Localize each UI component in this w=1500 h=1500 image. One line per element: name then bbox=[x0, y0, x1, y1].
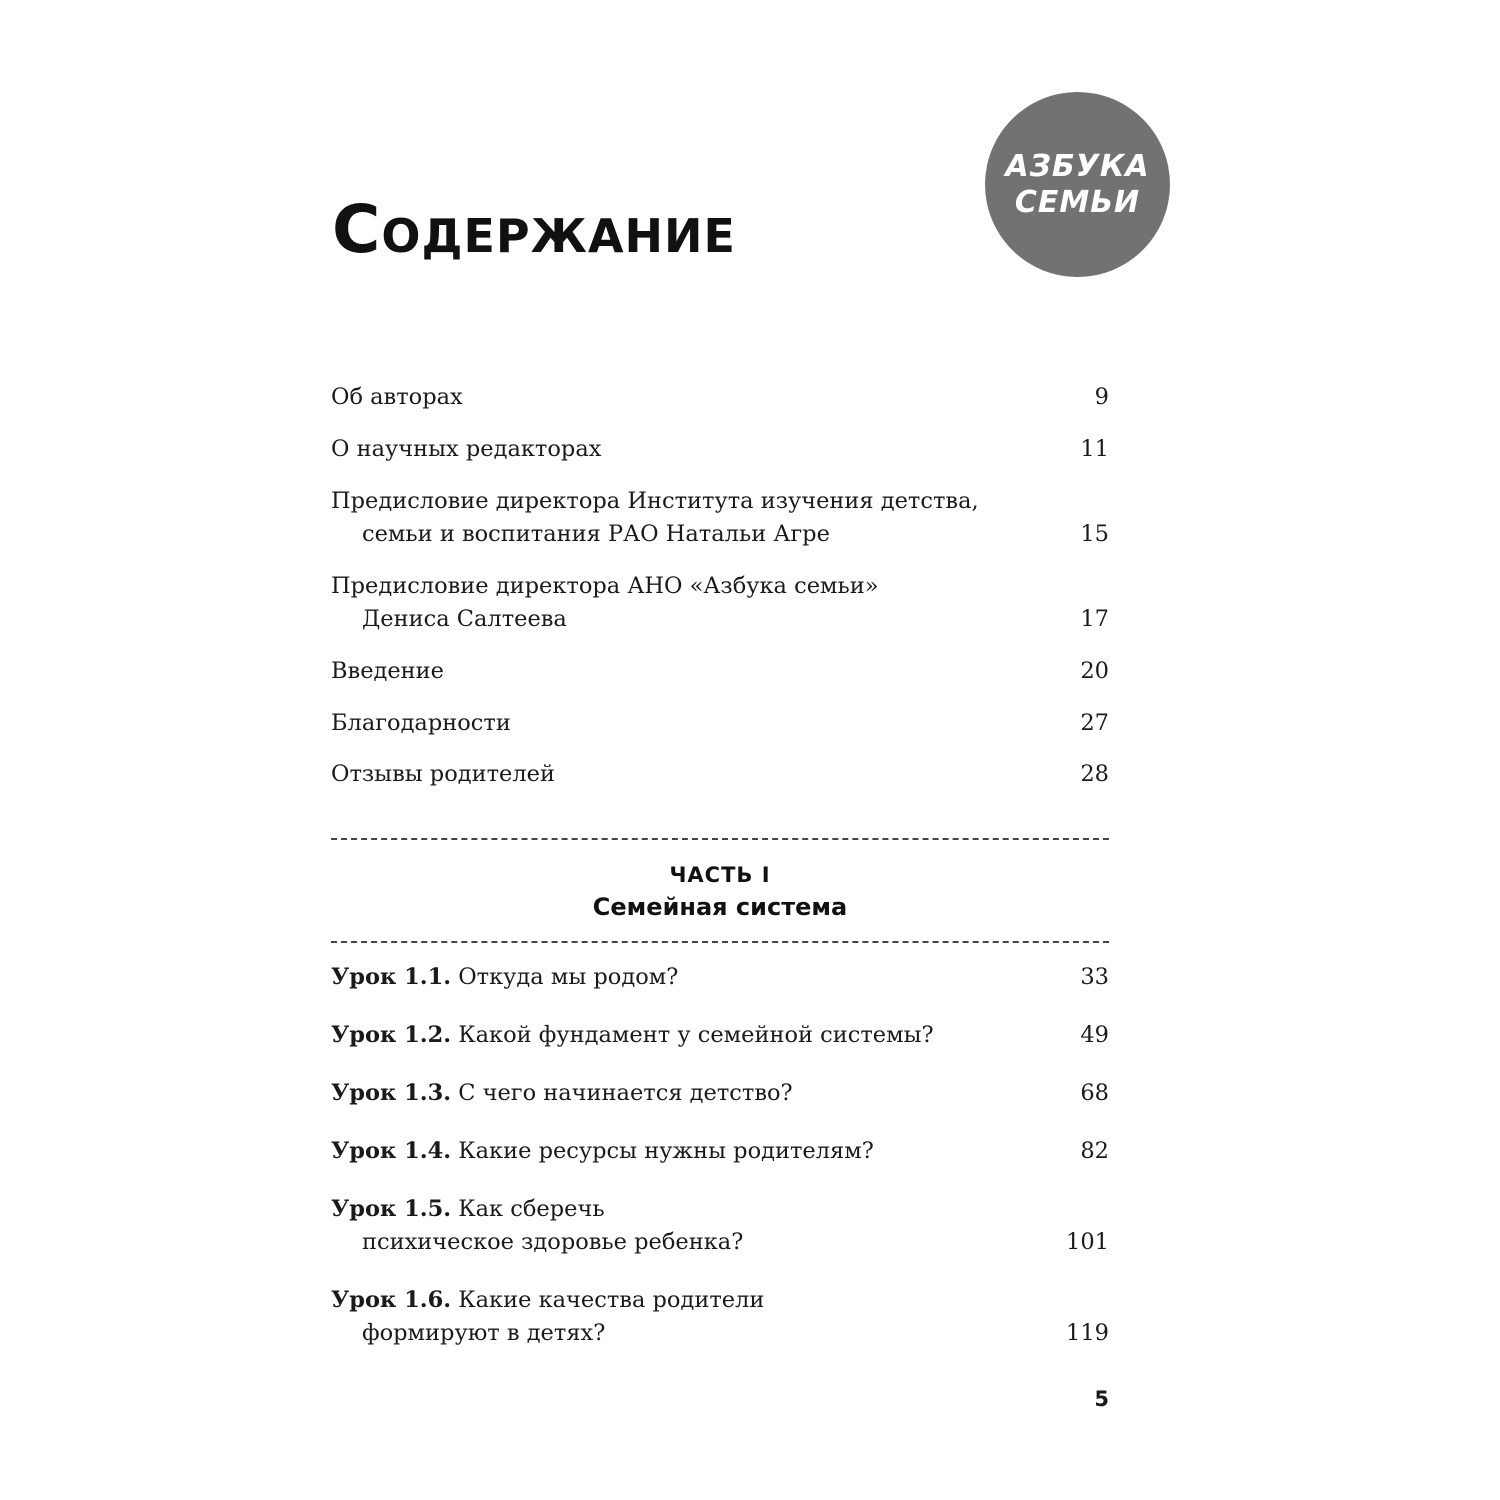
toc-entry-title: Отзывы родителей bbox=[331, 761, 555, 787]
part-name: Семейная система bbox=[592, 893, 848, 921]
toc-entry-page: 20 bbox=[1080, 658, 1109, 684]
lesson-label: Урок 1.3. bbox=[331, 1080, 452, 1106]
toc-entry-title: О научных редакторах bbox=[331, 436, 602, 462]
part-number: ЧАСТЬ I bbox=[669, 863, 771, 887]
lesson-label: Урок 1.1. bbox=[331, 964, 452, 990]
lesson-title: Откуда мы родом? bbox=[458, 964, 679, 990]
toc-entry-page: 15 bbox=[1080, 521, 1109, 547]
toc-entry-title-cont: семьи и воспитания РАО Натальи Агре bbox=[362, 521, 830, 547]
toc-entry-page: 28 bbox=[1080, 761, 1109, 787]
toc-entry-page: 82 bbox=[1080, 1138, 1109, 1164]
toc-entry-page: 101 bbox=[1066, 1229, 1109, 1255]
lesson-title: С чего начинается детство? bbox=[458, 1080, 793, 1106]
badge-line-2: СЕМЬИ bbox=[1014, 184, 1141, 220]
toc-entry-page: 49 bbox=[1080, 1022, 1109, 1048]
toc-entry-page: 17 bbox=[1080, 606, 1109, 632]
page-number: 5 bbox=[1094, 1387, 1109, 1411]
toc-entry-page: 9 bbox=[1094, 384, 1109, 410]
toc-entry-title: Предисловие директора АНО «Азбука семьи» bbox=[331, 573, 879, 599]
series-badge bbox=[985, 92, 1170, 277]
part-heading bbox=[331, 860, 1109, 924]
toc-entry-title: Об авторах bbox=[331, 384, 463, 410]
lesson-title: Какие качества родители bbox=[458, 1287, 765, 1313]
toc-entry-page: 11 bbox=[1080, 436, 1109, 462]
toc-entry-title: Введение bbox=[331, 658, 444, 684]
toc-entry-page: 119 bbox=[1066, 1320, 1109, 1346]
toc-entry-page: 33 bbox=[1080, 964, 1109, 990]
lesson-title: Какой фундамент у семейной системы? bbox=[458, 1022, 934, 1048]
lesson-label: Урок 1.2. bbox=[331, 1022, 452, 1048]
toc-entry-title: Предисловие директора Института изучения детства, bbox=[331, 488, 979, 514]
lesson-title-cont: психическое здоровье ребенка? bbox=[362, 1229, 744, 1255]
toc-entry-page: 27 bbox=[1080, 710, 1109, 736]
lesson-title: Как сберечь bbox=[458, 1196, 605, 1222]
lesson-title: Какие ресурсы нужны родителям? bbox=[458, 1138, 874, 1164]
toc-entry-page: 68 bbox=[1080, 1080, 1109, 1106]
lesson-label: Урок 1.6. bbox=[331, 1287, 452, 1313]
lesson-label: Урок 1.5. bbox=[331, 1196, 452, 1222]
toc-entry-title-cont: Дениса Салтеева bbox=[362, 606, 567, 632]
toc-entry-title: Благодарности bbox=[331, 710, 511, 736]
badge-line-1: АЗБУКА bbox=[1005, 148, 1150, 184]
lesson-label: Урок 1.4. bbox=[331, 1138, 452, 1164]
page-title: Содержание bbox=[332, 191, 736, 268]
lesson-title-cont: формируют в детях? bbox=[362, 1320, 606, 1346]
dashed-divider-bottom bbox=[331, 941, 1109, 943]
dashed-divider-top bbox=[331, 838, 1109, 840]
